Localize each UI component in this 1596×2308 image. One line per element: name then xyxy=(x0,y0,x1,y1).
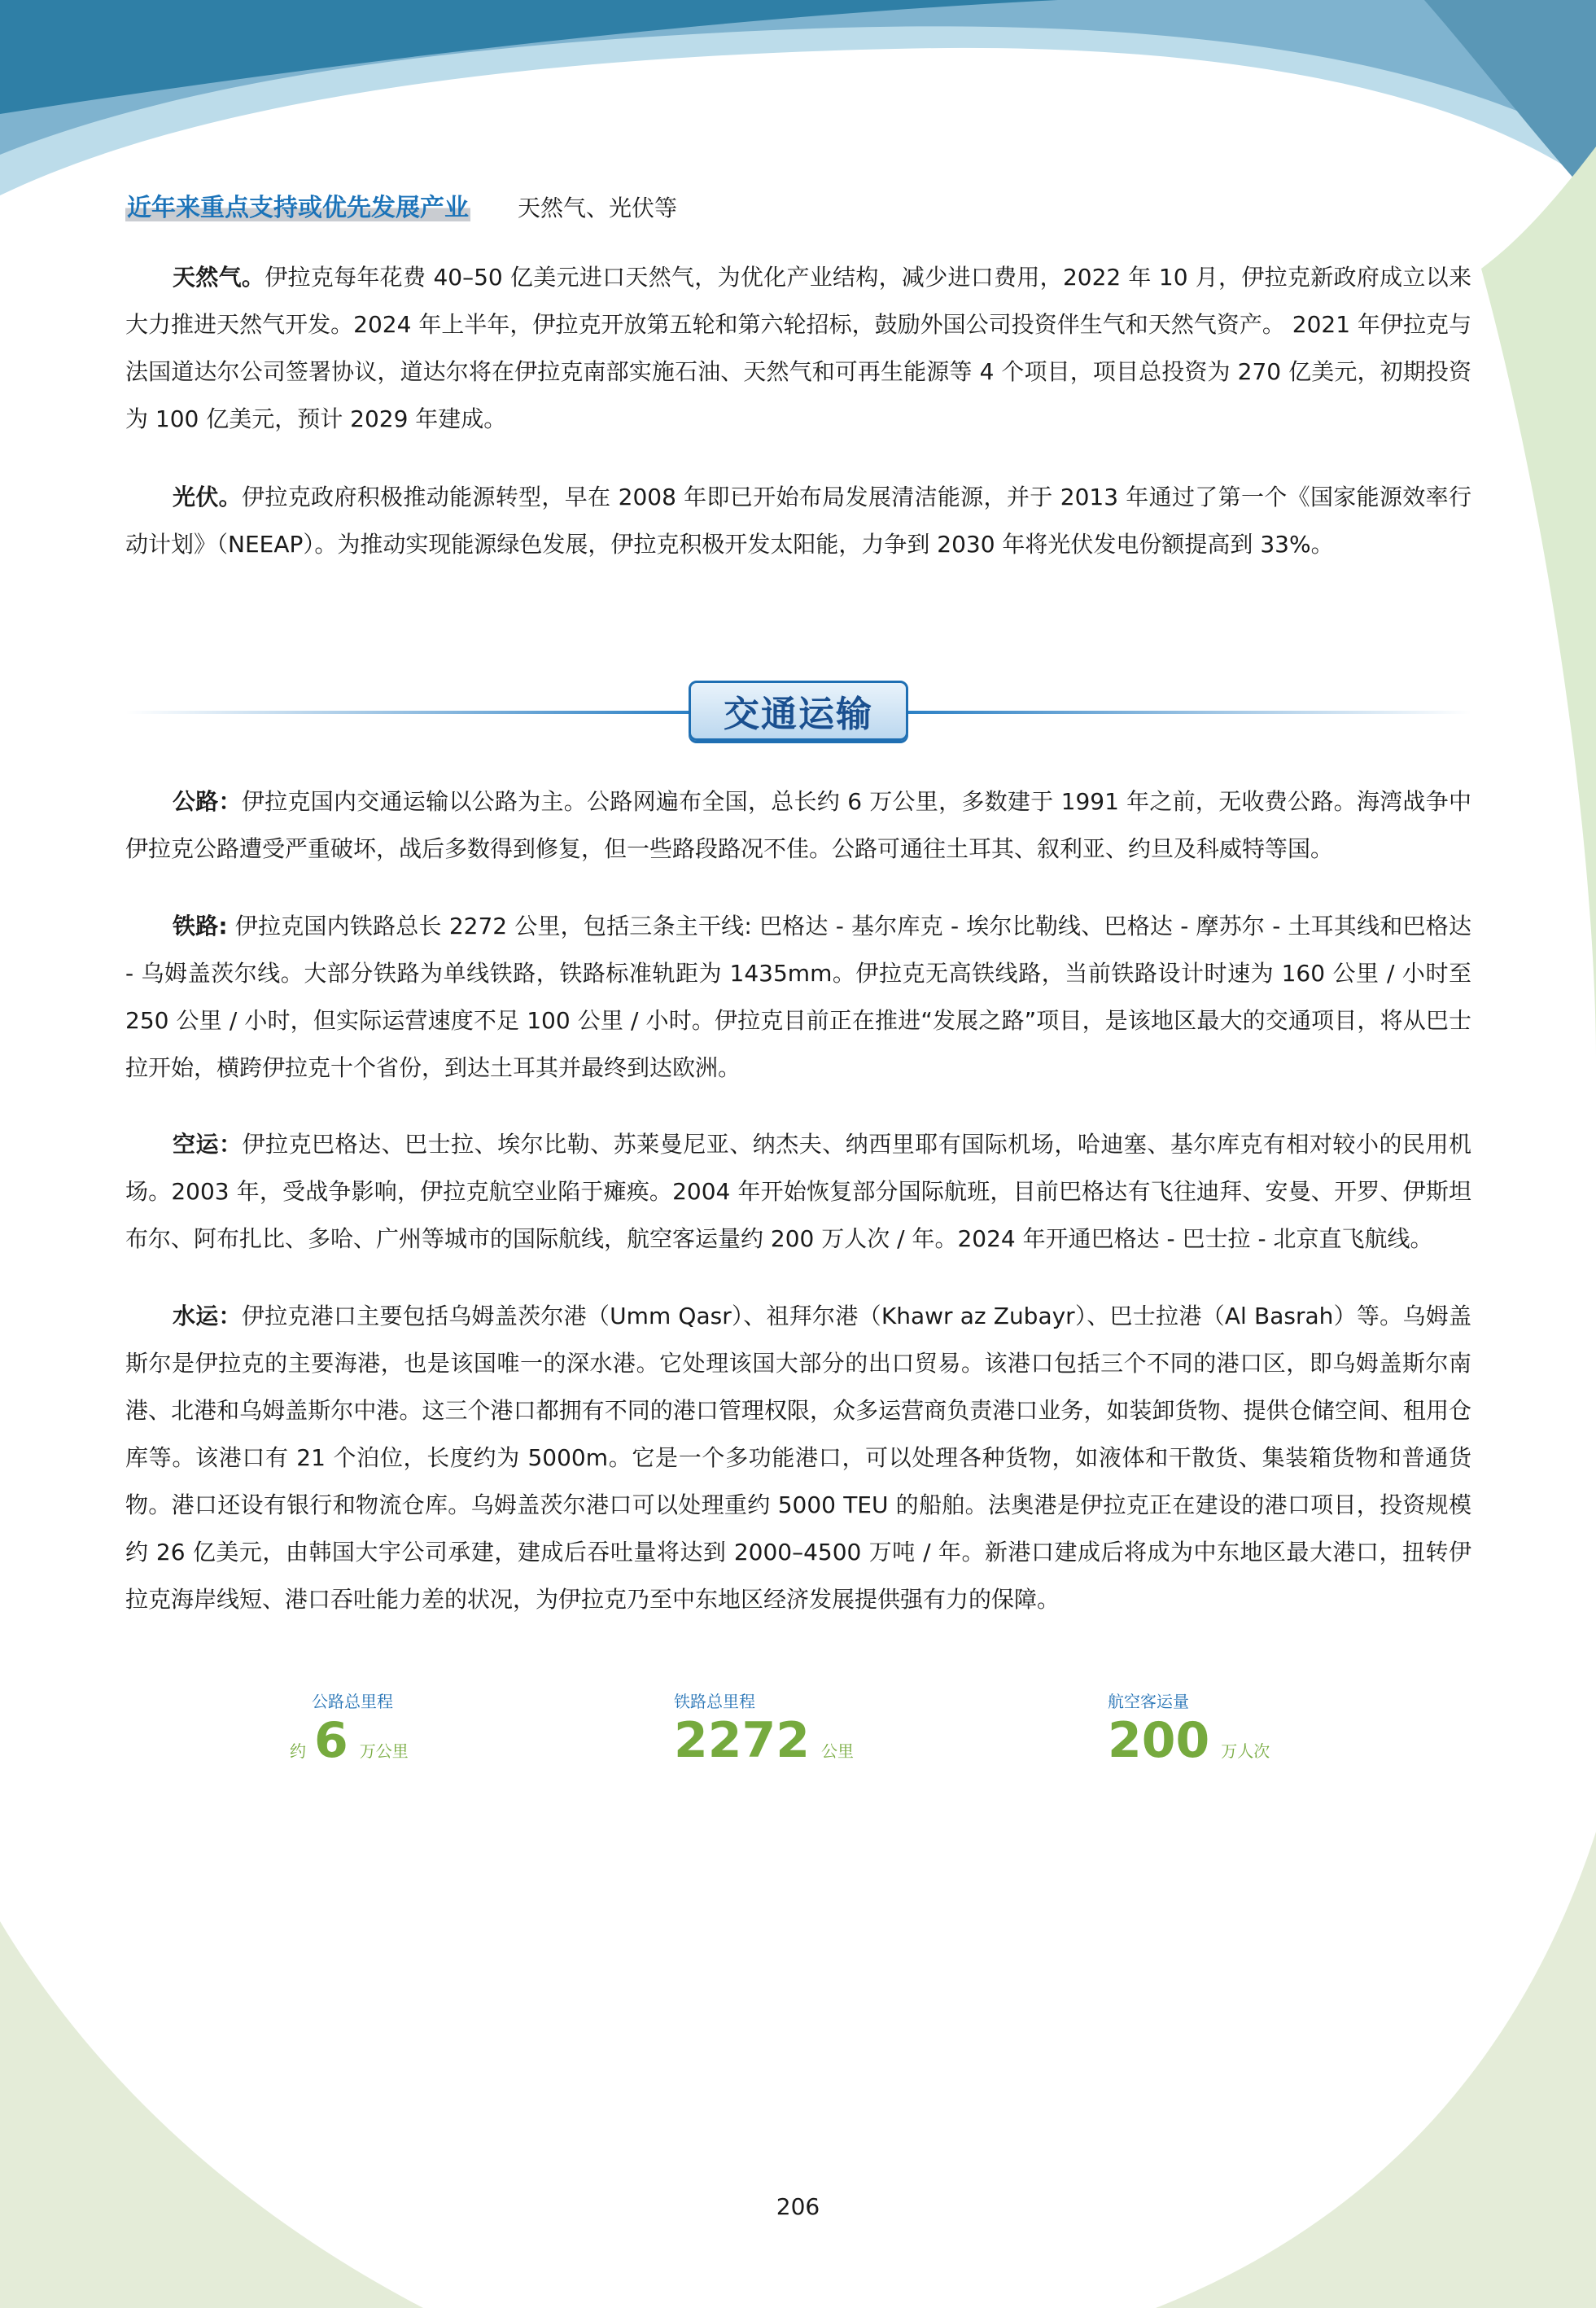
page-number: 206 xyxy=(776,2193,820,2220)
paragraph-term: 空运： xyxy=(173,1131,243,1158)
stat-unit: 公里 xyxy=(821,1741,854,1761)
stat-label: 航空客运量 xyxy=(1108,1692,1189,1711)
paragraph-term: 天然气。 xyxy=(173,264,265,291)
stat-value: 6 xyxy=(314,1712,348,1769)
paragraph-text: 伊拉克政府积极推动能源转型，早在 2008 年即已开始布局发展清洁能源，并于 2013 年通过了第一个《国家能源效率行动计划》（NEEAP）。为推动实现能源绿色发展，伊拉克积极开发太阳能，力争到 2030 年将光伏发电份额提高到 33%。 xyxy=(125,484,1471,558)
paragraph-road xyxy=(125,778,1471,873)
stat-value: 2272 xyxy=(674,1712,810,1769)
paragraph-term: 公路： xyxy=(173,788,242,815)
focus-industry-value: 天然气、光伏等 xyxy=(518,195,678,221)
stat-value-line xyxy=(290,1712,409,1769)
stat-label: 铁路总里程 xyxy=(674,1692,755,1711)
stat-unit: 万人次 xyxy=(1221,1741,1270,1761)
stat-unit: 万公里 xyxy=(359,1741,409,1761)
paragraph-term: 光伏。 xyxy=(173,484,243,510)
paragraph-solar xyxy=(125,474,1471,568)
stat-label: 公路总里程 xyxy=(312,1692,393,1711)
section-header xyxy=(125,681,1471,742)
paragraph-term: 铁路: xyxy=(173,913,228,939)
paragraph-term: 水运： xyxy=(173,1303,242,1329)
paragraph-air xyxy=(125,1121,1471,1263)
paragraph-text: 伊拉克国内铁路总长 2272 公里，包括三条主干线: 巴格达 - 基尔库克 - 埃尔比勒线、巴格达 - 摩苏尔 - 土耳其线和巴格达 - 乌姆盖茨尔线。大部分铁路为单线铁路，铁路标准轨距为 1435mm。伊拉克无高铁线路，当前铁路设计时速为 160 公里 / 小时至 250 公里 / 小时，但实际运营速度不足 100 公里 / 小时。伊拉克目前正在推进“发展之路”项目，是该地区最大的交通项目，将从巴士拉开始，横跨伊拉克十个省份，到达土耳其并最终到达欧洲。 xyxy=(125,913,1471,1081)
section-title-box xyxy=(689,681,908,741)
paragraph-text: 伊拉克港口主要包括乌姆盖茨尔港（Umm Qasr）、祖拜尔港（Khawr az Zubayr）、巴士拉港（Al Basrah）等。乌姆盖斯尔是伊拉克的主要海港，也是该国唯一的深水港。它处理该国大部分的出口贸易。该港口包括三个不同的港口区，即乌姆盖斯尔南港、北港和乌姆盖斯尔中港。这三个港口都拥有不同的港口管理权限，众多运营商负责港口业务，如装卸货物、提供仓储空间、租用仓库等。该港口有 21 个泊位，长度约为 5000m。它是一个多功能港口，可以处理各种货物，如液体和干散货、集装箱货物和普通货物。港口还设有银行和物流仓库。乌姆盖茨尔港口可以处理重约 5000 TEU 的船舶。法奥港是伊拉克正在建设的港口项目，投资规模约 26 亿美元，由韩国大宇公司承建，建成后吞吐量将达到 2000–4500 万吨 / 年。新港口建成后将成为中东地区最大港口，扭转伊拉克海岸线短、港口吞吐能力差的状况，为伊拉克乃至中东地区经济发展提供强有力的保障。 xyxy=(125,1303,1471,1613)
focus-industry-row xyxy=(125,187,677,223)
header-rule-right xyxy=(902,711,1471,714)
paragraph-text: 伊拉克每年花费 40–50 亿美元进口天然气，为优化产业结构，减少进口费用，2022 年 10 月，伊拉克新政府成立以来大力推进天然气开发。2024 年上半年，伊拉克开放第五轮和第六轮招标，鼓励外国公司投资伴生气和天然气资产。 2021 年伊拉克与法国道达尔公司签署协议，道达尔将在伊拉克南部实施石油、天然气和可再生能源等 4 个项目，项目总投资为 270 亿美元，初期投资为 100 亿美元，预计 2029 年建成。 xyxy=(125,264,1471,432)
stat-prefix: 约 xyxy=(290,1741,306,1761)
stat-value-line xyxy=(1108,1712,1270,1769)
header-rule-left xyxy=(125,711,695,714)
paragraph-text: 伊拉克巴格达、巴士拉、埃尔比勒、苏莱曼尼亚、纳杰夫、纳西里耶有国际机场，哈迪塞、基尔库克有相对较小的民用机场。2003 年，受战争影响，伊拉克航空业陷于瘫痪。2004 年开始恢复部分国际航班，目前巴格达有飞往迪拜、安曼、开罗、伊斯坦布尔、阿布扎比、多哈、广州等城市的国际航线，航空客运量约 200 万人次 / 年。2024 年开通巴格达 - 巴士拉 - 北京直飞航线。 xyxy=(125,1131,1471,1252)
section-title: 交通运输 xyxy=(724,694,873,735)
stat-value-line xyxy=(674,1712,854,1769)
paragraph-rail xyxy=(125,903,1471,1092)
paragraph-water xyxy=(125,1293,1471,1623)
stat-value: 200 xyxy=(1108,1712,1210,1769)
paragraph-text: 伊拉克国内交通运输以公路为主。公路网遍布全国，总长约 6 万公里，多数建于 1991 年之前，无收费公路。海湾战争中伊拉克公路遭受严重破坏，战后多数得到修复，但一些路段路况不佳。公路可通往土耳其、叙利亚、约旦及科威特等国。 xyxy=(125,788,1471,862)
focus-industry-title: 近年来重点支持或优先发展产业 xyxy=(125,187,470,223)
paragraph-natural-gas xyxy=(125,254,1471,443)
